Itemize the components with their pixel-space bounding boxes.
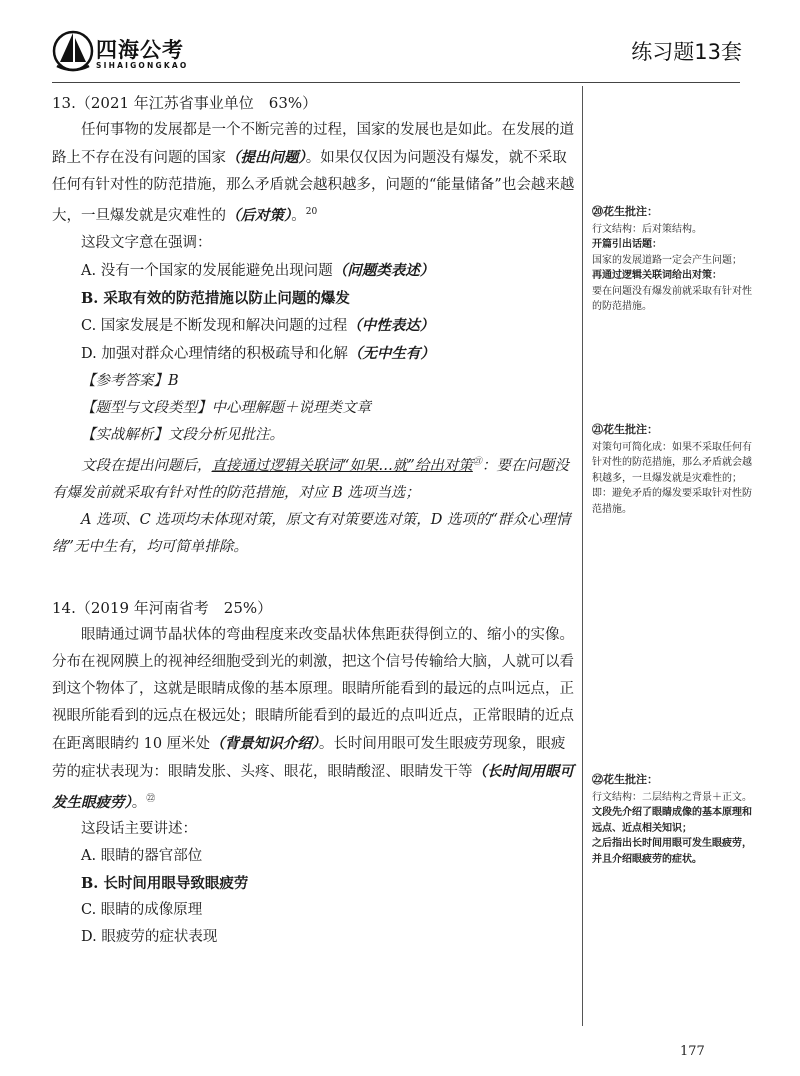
note-22-line: 文段先介绍了眼睛成像的基本原理和远点、近点相关知识； [592, 807, 752, 834]
q13-explanation-1-end: ：要在问题没有爆发前就采取有针对性的防范措施，对应 B 选项当选； [52, 457, 569, 501]
note-20-line: 行文结构：后对策结构。 [592, 223, 702, 235]
q13-explanation-1-text: 文段在提出问题后， [81, 457, 212, 474]
q13-option-d [52, 340, 576, 368]
note-20-line: 再通过逻辑关联词给出对策： [592, 270, 722, 281]
q14-heading: 14.（2019 年河南省考 25%） [52, 598, 273, 617]
q13-passage-end: 。 [291, 207, 306, 224]
q13-explanation-2: A 选项、C 选项均未体现对策，原文有对策要选对策，D 选项的“群众心理情绪”无中生有，均可简单排除。 [52, 511, 571, 555]
note-22-line: 之后指出长时间用眼可发生眼疲劳，并且介绍眼疲劳的症状。 [592, 838, 752, 865]
q13-note-raise-problem: （提出问题） [226, 149, 306, 166]
margin-note-22 [592, 772, 752, 867]
q13-option-b: B. 采取有效的防范措施以防止问题的爆发 [81, 289, 350, 307]
q14-stem: 这段话主要讲述： [81, 821, 197, 838]
q13-passage-text: 任何事物的发展都是一个不断完善的过程，国家的发展也是如此。在发展的道路上不存在没有问题的国家 [52, 122, 574, 166]
q13-explanation-note-ref: ㉑ [472, 456, 482, 467]
margin-note-21 [592, 422, 752, 517]
q14-passage-end: 。 [131, 794, 147, 811]
page-header [0, 0, 800, 86]
note-21-line: 即：避免矛盾的爆发要采取针对性防范措施。 [592, 488, 752, 515]
q14-passage-text-2: 。长时间用眼可发生眼疲劳现象，眼疲劳的症状表现为：眼睛发胀、头疼、眼花，眼睛酸涩、眼睛发干等 [52, 735, 566, 780]
q14-note-background: （背景知识介绍） [210, 734, 319, 752]
q13-explanation-1 [52, 449, 576, 507]
question-gap [52, 561, 576, 595]
note-21-line: 对策句可简化成：如果不采取任何有针对性的防范措施，那么矛盾就会越积越多，一旦爆发就是灾难性的； [592, 441, 752, 484]
note-20-title: ⑳花生批注： [592, 205, 658, 218]
margin-divider [582, 86, 583, 1026]
q14-option-a: A. 眼睛的器官部位 [81, 848, 203, 865]
q14-option-c: C. 眼睛的成像原理 [81, 902, 203, 919]
q13-option-c-text: C. 国家发展是不断发现和解决问题的过程 [81, 317, 348, 334]
page-number: 177 [680, 1044, 705, 1059]
note-20-line: 国家的发展道路一定会产生问题； [592, 254, 742, 266]
q13-option-c [52, 312, 576, 340]
header-rule [52, 82, 740, 83]
q13-option-d-text: D. 加强对群众心理情绪的积极疏导和化解 [81, 345, 348, 362]
q13-passage-text-2: 。如果仅仅因为问题没有爆发，就不采取任何有针对性的防范措施，那么矛盾就会越积越多，问题的“能量储备”也会越来越大，一旦爆发就是灾难性的 [52, 150, 575, 224]
logo [52, 24, 202, 80]
q13-option-c-note: （中性表达） [347, 316, 435, 334]
note-22-title: ㉒花生批注： [592, 773, 658, 786]
q14-passage [52, 622, 576, 817]
q13-answer: 【参考答案】B [81, 372, 179, 389]
logo-text-en: SIHAIGONGKAO [96, 61, 189, 70]
q14-option-b: B. 长时间用眼导致眼疲劳 [81, 875, 249, 893]
q14-passage-text: 眼睛通过调节晶状体的弯曲程度来改变晶状体焦距获得倒立的、缩小的实像。分布在视网膜上的视神经细胞受到光的刺激，把这个信号传输给大脑，人就可以看到这个物体了，这就是眼睛成像的基本原理。眼睛所能看到的最远的点叫远点，正视眼所能看到的远点在极远处；眼睛所能看到的最近的点叫近点，正常眼睛的近点在距离眼睛约 10 厘米处 [52, 626, 574, 752]
q13-option-d-note: （无中生有） [347, 344, 435, 362]
q13-passage [52, 117, 576, 230]
q13-option-a [52, 257, 576, 285]
note-20-line: 开篇引出话题： [592, 239, 662, 250]
note-21-title: ㉑花生批注： [592, 423, 658, 436]
q13-option-a-text: A. 没有一个国家的发展能避免出现问题 [81, 262, 333, 279]
main-content [52, 90, 576, 951]
q13-explanation-underlined: 直接通过逻辑关联词“如果…就”给出对策 [211, 457, 473, 474]
sailboat-logo-icon [52, 24, 94, 78]
q13-note-ref: 20 [305, 207, 318, 217]
note-20-line: 要在问题没有爆发前就采取有针对性的防范措施。 [592, 285, 752, 312]
q14-option-d: D. 眼疲劳的症状表现 [81, 929, 218, 946]
logo-text-cn: 四海公考 [96, 38, 184, 62]
q14-note-eye-fatigue: （长时间用眼可发生眼疲劳） [52, 762, 574, 811]
q14-note-ref: ㉒ [146, 793, 156, 804]
q13-analysis-label: 【实战解析】文段分析见批注。 [81, 426, 284, 443]
q13-stem: 这段文字意在强调： [81, 234, 212, 251]
margin-note-20 [592, 204, 752, 315]
q13-type: 【题型与文段类型】中心理解题＋说理类文章 [81, 399, 371, 416]
set-title: 练习题13套 [631, 40, 742, 64]
note-22-line: 行文结构：二层结构之背景＋正文。 [592, 791, 752, 803]
q13-option-a-note: （问题类表述） [332, 261, 435, 279]
q13-note-countermeasure: （后对策） [226, 206, 292, 224]
q13-heading: 13.（2021 年江苏省事业单位 63%） [52, 94, 318, 112]
